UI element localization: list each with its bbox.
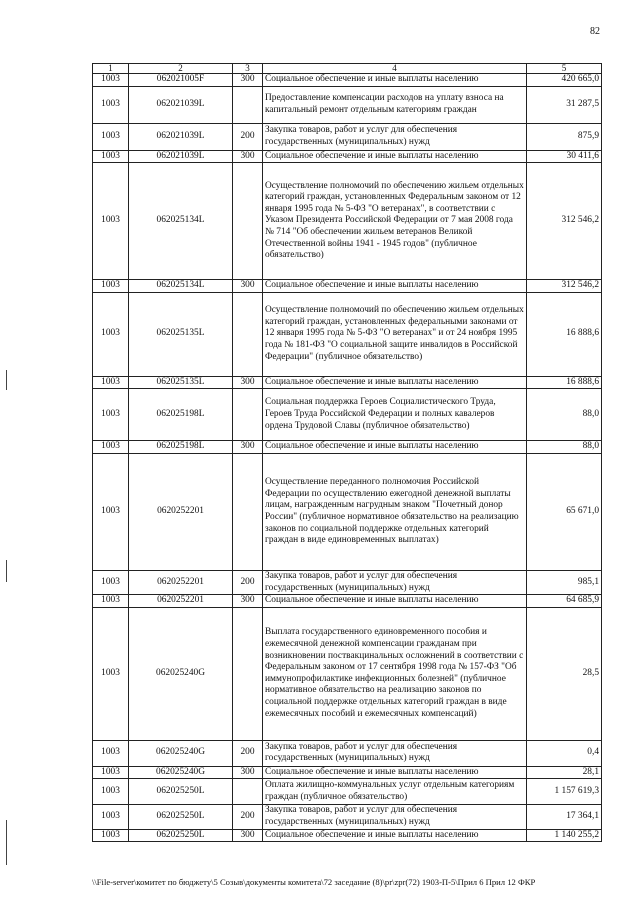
cell-amount: 312 546,2	[527, 163, 602, 280]
cell-code: 062025250L	[129, 829, 233, 842]
cell-description: Социальное обеспечение и иные выплаты населению	[263, 766, 527, 779]
cell-amount: 420 665,0	[527, 74, 602, 87]
cell-section: 1003	[93, 86, 129, 123]
cell-type: 300	[233, 766, 263, 779]
cell-type: 200	[233, 805, 263, 829]
column-header: 4	[263, 64, 527, 74]
column-header: 3	[233, 64, 263, 74]
table-row	[93, 86, 602, 123]
cell-amount: 88,0	[527, 389, 602, 441]
cell-section: 1003	[93, 595, 129, 608]
cell-section: 1003	[93, 441, 129, 454]
header-row	[93, 64, 602, 74]
cell-code: 062025250L	[129, 805, 233, 829]
cell-section: 1003	[93, 607, 129, 740]
cell-amount: 0,4	[527, 740, 602, 766]
cell-type: 300	[233, 595, 263, 608]
cell-amount: 985,1	[527, 570, 602, 594]
cell-description: Выплата государственного единовременного пособия и ежемесячной денежной компенсации гражданам при возникновении поствакцинальных осложнений в соответствии с Федеральным законом от 17 сентября 1998 года № 157-ФЗ "Об иммунопрофилактике инфекционных болезней" (публичное нормативное обязательство на реализацию законов по социальной поддержке отдельных категорий граждан в виде ежемесячных пособий и ежемесячных компенсаций)	[263, 607, 527, 740]
cell-code: 062021039L	[129, 150, 233, 163]
scan-edge-mark	[6, 560, 7, 582]
cell-amount: 28,5	[527, 607, 602, 740]
cell-type	[233, 607, 263, 740]
page-number: 82	[590, 26, 600, 37]
cell-type: 200	[233, 123, 263, 150]
column-header: 2	[129, 64, 233, 74]
cell-type: 200	[233, 740, 263, 766]
cell-description: Оплата жилищно-коммунальных услуг отдельным категориям граждан (публичное обязательство)	[263, 779, 527, 805]
table-row	[93, 150, 602, 163]
table-row	[93, 595, 602, 608]
cell-code: 062025134L	[129, 280, 233, 293]
cell-section: 1003	[93, 570, 129, 594]
table-row	[93, 163, 602, 280]
cell-code: 062025198L	[129, 389, 233, 441]
cell-type	[233, 163, 263, 280]
table-row	[93, 740, 602, 766]
table-row	[93, 389, 602, 441]
cell-description: Закупка товаров, работ и услуг для обеспечения государственных (муниципальных) нужд	[263, 805, 527, 829]
cell-code: 062021005F	[129, 74, 233, 87]
cell-section: 1003	[93, 779, 129, 805]
cell-type: 300	[233, 441, 263, 454]
table-row	[93, 74, 602, 87]
cell-type: 300	[233, 280, 263, 293]
cell-amount: 16 888,6	[527, 292, 602, 376]
cell-section: 1003	[93, 829, 129, 842]
table-row	[93, 766, 602, 779]
cell-code: 062025135L	[129, 376, 233, 389]
cell-type: 200	[233, 570, 263, 594]
cell-amount: 875,9	[527, 123, 602, 150]
cell-amount: 31 287,5	[527, 86, 602, 123]
cell-description: Социальное обеспечение и иные выплаты населению	[263, 280, 527, 293]
cell-type: 300	[233, 150, 263, 163]
cell-code: 0620252201	[129, 570, 233, 594]
cell-section: 1003	[93, 740, 129, 766]
cell-description: Осуществление переданного полномочия Российской Федерации по осуществлению ежегодной денежной выплаты лицам, награжденным нагрудным знаком "Почетный донор России" (публичное нормативное обязательство на реализацию законов по социальной поддержке отдельных категорий граждан в виде единовременных выплатах)	[263, 453, 527, 570]
cell-description: Осуществление полномочий по обеспечению жильем отдельных категорий граждан, установленных Федеральным законом от 12 января 1995 года № 5-ФЗ "О ветеранах", в соответствии с Указом Президента Российской Федерации от 7 мая 2008 года № 714 "Об обеспечении жильем ветеранов Великой Отечественной войны 1941 - 1945 годов" (публичное обязательство)	[263, 163, 527, 280]
cell-code: 062025240G	[129, 766, 233, 779]
cell-description: Предоставление компенсации расходов на уплату взноса на капитальный ремонт отдельным категориям граждан	[263, 86, 527, 123]
table-row	[93, 280, 602, 293]
cell-description: Закупка товаров, работ и услуг для обеспечения государственных (муниципальных) нужд	[263, 123, 527, 150]
cell-description: Осуществление полномочий по обеспечению жильем отдельных категорий граждан, установленных федеральными законами от 12 января 1995 года № 5-ФЗ "О ветеранах" и от 24 ноября 1995 года № 181-ФЗ "О социальной защите инвалидов в Российской Федерации" (публичное обязательство)	[263, 292, 527, 376]
cell-amount: 1 140 255,2	[527, 829, 602, 842]
cell-code: 062025135L	[129, 292, 233, 376]
cell-description: Социальное обеспечение и иные выплаты населению	[263, 595, 527, 608]
cell-description: Закупка товаров, работ и услуг для обеспечения государственных (муниципальных) нужд	[263, 570, 527, 594]
table-row	[93, 779, 602, 805]
cell-amount: 28,1	[527, 766, 602, 779]
cell-type	[233, 453, 263, 570]
cell-type	[233, 779, 263, 805]
cell-code: 062025250L	[129, 779, 233, 805]
cell-description: Социальное обеспечение и иные выплаты населению	[263, 150, 527, 163]
cell-amount: 16 888,6	[527, 376, 602, 389]
scan-edge-mark	[6, 370, 7, 390]
cell-description: Социальная поддержка Героев Социалистического Труда, Героев Труда Российской Федерации и полных кавалеров ордена Трудовой Славы (публичное обязательство)	[263, 389, 527, 441]
cell-description: Социальное обеспечение и иные выплаты населению	[263, 74, 527, 87]
cell-type: 300	[233, 376, 263, 389]
cell-code: 0620252201	[129, 453, 233, 570]
table-row	[93, 441, 602, 454]
cell-section: 1003	[93, 163, 129, 280]
table-row	[93, 829, 602, 842]
table-row	[93, 453, 602, 570]
cell-description: Социальное обеспечение и иные выплаты населению	[263, 376, 527, 389]
cell-code: 0620252201	[129, 595, 233, 608]
table-row	[93, 805, 602, 829]
cell-amount: 17 364,1	[527, 805, 602, 829]
footer-file-path: \\File-server\комитет по бюджету\5 Созыв\документы комитета\72 заседание (8)\pr\zpr(72) 1903-П-5\Прил 6 Прил 12 ФКР	[92, 877, 536, 887]
cell-section: 1003	[93, 280, 129, 293]
cell-code: 062021039L	[129, 123, 233, 150]
cell-code: 062021039L	[129, 86, 233, 123]
table-row	[93, 570, 602, 594]
cell-amount: 312 546,2	[527, 280, 602, 293]
cell-code: 062025134L	[129, 163, 233, 280]
cell-amount: 65 671,0	[527, 453, 602, 570]
cell-section: 1003	[93, 292, 129, 376]
table-row	[93, 123, 602, 150]
cell-section: 1003	[93, 150, 129, 163]
cell-amount: 88,0	[527, 441, 602, 454]
cell-type: 300	[233, 829, 263, 842]
cell-section: 1003	[93, 766, 129, 779]
cell-amount: 30 411,6	[527, 150, 602, 163]
cell-description: Социальное обеспечение и иные выплаты населению	[263, 441, 527, 454]
cell-section: 1003	[93, 123, 129, 150]
cell-code: 062025240G	[129, 740, 233, 766]
column-header: 1	[93, 64, 129, 74]
cell-code: 062025240G	[129, 607, 233, 740]
cell-type	[233, 389, 263, 441]
cell-amount: 64 685,9	[527, 595, 602, 608]
cell-type	[233, 292, 263, 376]
cell-type	[233, 86, 263, 123]
column-header: 5	[527, 64, 602, 74]
scan-edge-mark	[6, 820, 7, 865]
cell-section: 1003	[93, 453, 129, 570]
cell-section: 1003	[93, 74, 129, 87]
cell-section: 1003	[93, 805, 129, 829]
cell-type: 300	[233, 74, 263, 87]
table-row	[93, 376, 602, 389]
budget-table	[92, 63, 602, 842]
cell-amount: 1 157 619,3	[527, 779, 602, 805]
cell-description: Закупка товаров, работ и услуг для обеспечения государственных (муниципальных) нужд	[263, 740, 527, 766]
table-row	[93, 607, 602, 740]
cell-description: Социальное обеспечение и иные выплаты населению	[263, 829, 527, 842]
cell-code: 062025198L	[129, 441, 233, 454]
table-row	[93, 292, 602, 376]
cell-section: 1003	[93, 389, 129, 441]
cell-section: 1003	[93, 376, 129, 389]
